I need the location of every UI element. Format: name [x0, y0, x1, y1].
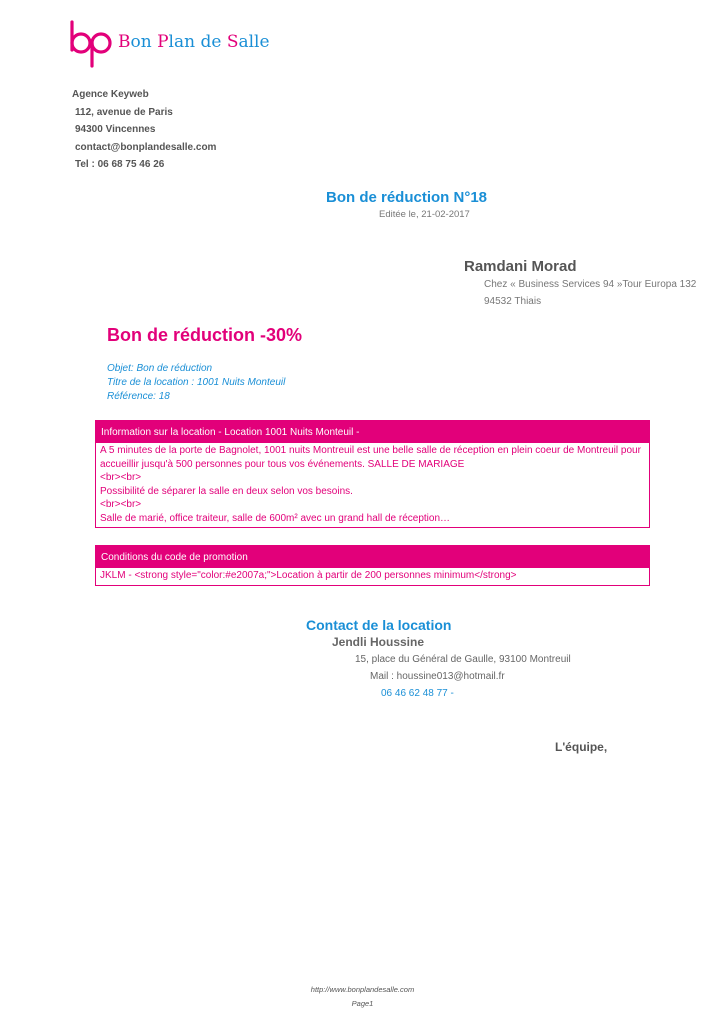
brand-name: Bon Plan de Salle: [118, 32, 270, 52]
agency-name: Agence Keyweb: [72, 89, 149, 100]
contact-name: Jendli Houssine: [332, 635, 425, 649]
client-address-line2: 94532 Thiais: [484, 296, 542, 307]
discount-details: [107, 362, 285, 404]
footer-url: http://www.bonplandesalle.com: [310, 985, 415, 994]
location-info-box: [95, 420, 650, 528]
agency-city: 94300 Vincennes: [75, 124, 156, 135]
discount-reference: Référence: 18: [107, 391, 170, 402]
contact-address: 15, place du Général de Gaulle, 93100 Montreuil: [355, 654, 571, 665]
footer-page-number: Page1: [351, 999, 374, 1008]
agency-street: 112, avenue de Paris: [75, 106, 173, 118]
discount-heading: Bon de réduction -30%: [107, 325, 303, 345]
promo-conditions-header: Conditions du code de promotion: [96, 546, 649, 568]
contact-phone: 06 46 62 48 77 -: [381, 688, 454, 699]
bp-logo-icon: [68, 20, 116, 70]
location-info-header: Information sur la location - Location 1001 Nuits Monteuil -: [96, 421, 649, 443]
brand-logo: [68, 20, 270, 70]
location-info-body: A 5 minutes de la porte de Bagnolet, 1001 nuits Montreuil est une belle salle de réception en plein coeur de Montreuil pour accueillir jusqu'à 500 personnes pour tous vos événements. SALLE DE MARIAGE <br><br> Possibilité de séparer la salle en deux selon vos besoins. <br><br> Salle de marié, office traiteur, salle de 600m² avec un grand hall de réception…: [100, 445, 641, 524]
agency-email: contact@bonplandesalle.com: [75, 141, 217, 153]
client-name: Ramdani Morad: [464, 258, 577, 275]
discount-object: Objet: Bon de réduction: [107, 363, 213, 374]
contact-title: Contact de la location: [306, 617, 452, 633]
contact-mail: Mail : houssine013@hotmail.fr: [370, 671, 505, 682]
discount-location-title: Titre de la location : 1001 Nuits Monteuil: [107, 377, 286, 388]
agency-phone: Tel : 06 68 75 46 26: [75, 159, 165, 170]
agency-block: [72, 86, 216, 174]
closing-signature: L'équipe,: [555, 740, 608, 754]
client-address-line1: Chez « Business Services 94 »Tour Europa 132: [484, 279, 697, 290]
promo-conditions-box: [95, 545, 650, 586]
voucher-issued-date: Editée le, 21-02-2017: [379, 209, 470, 220]
voucher-title: Bon de réduction N°18: [326, 189, 488, 206]
promo-conditions-body: JKLM - <strong style="color:#e2007a;">Location à partir de 200 personnes minimum</strong>: [100, 570, 517, 581]
